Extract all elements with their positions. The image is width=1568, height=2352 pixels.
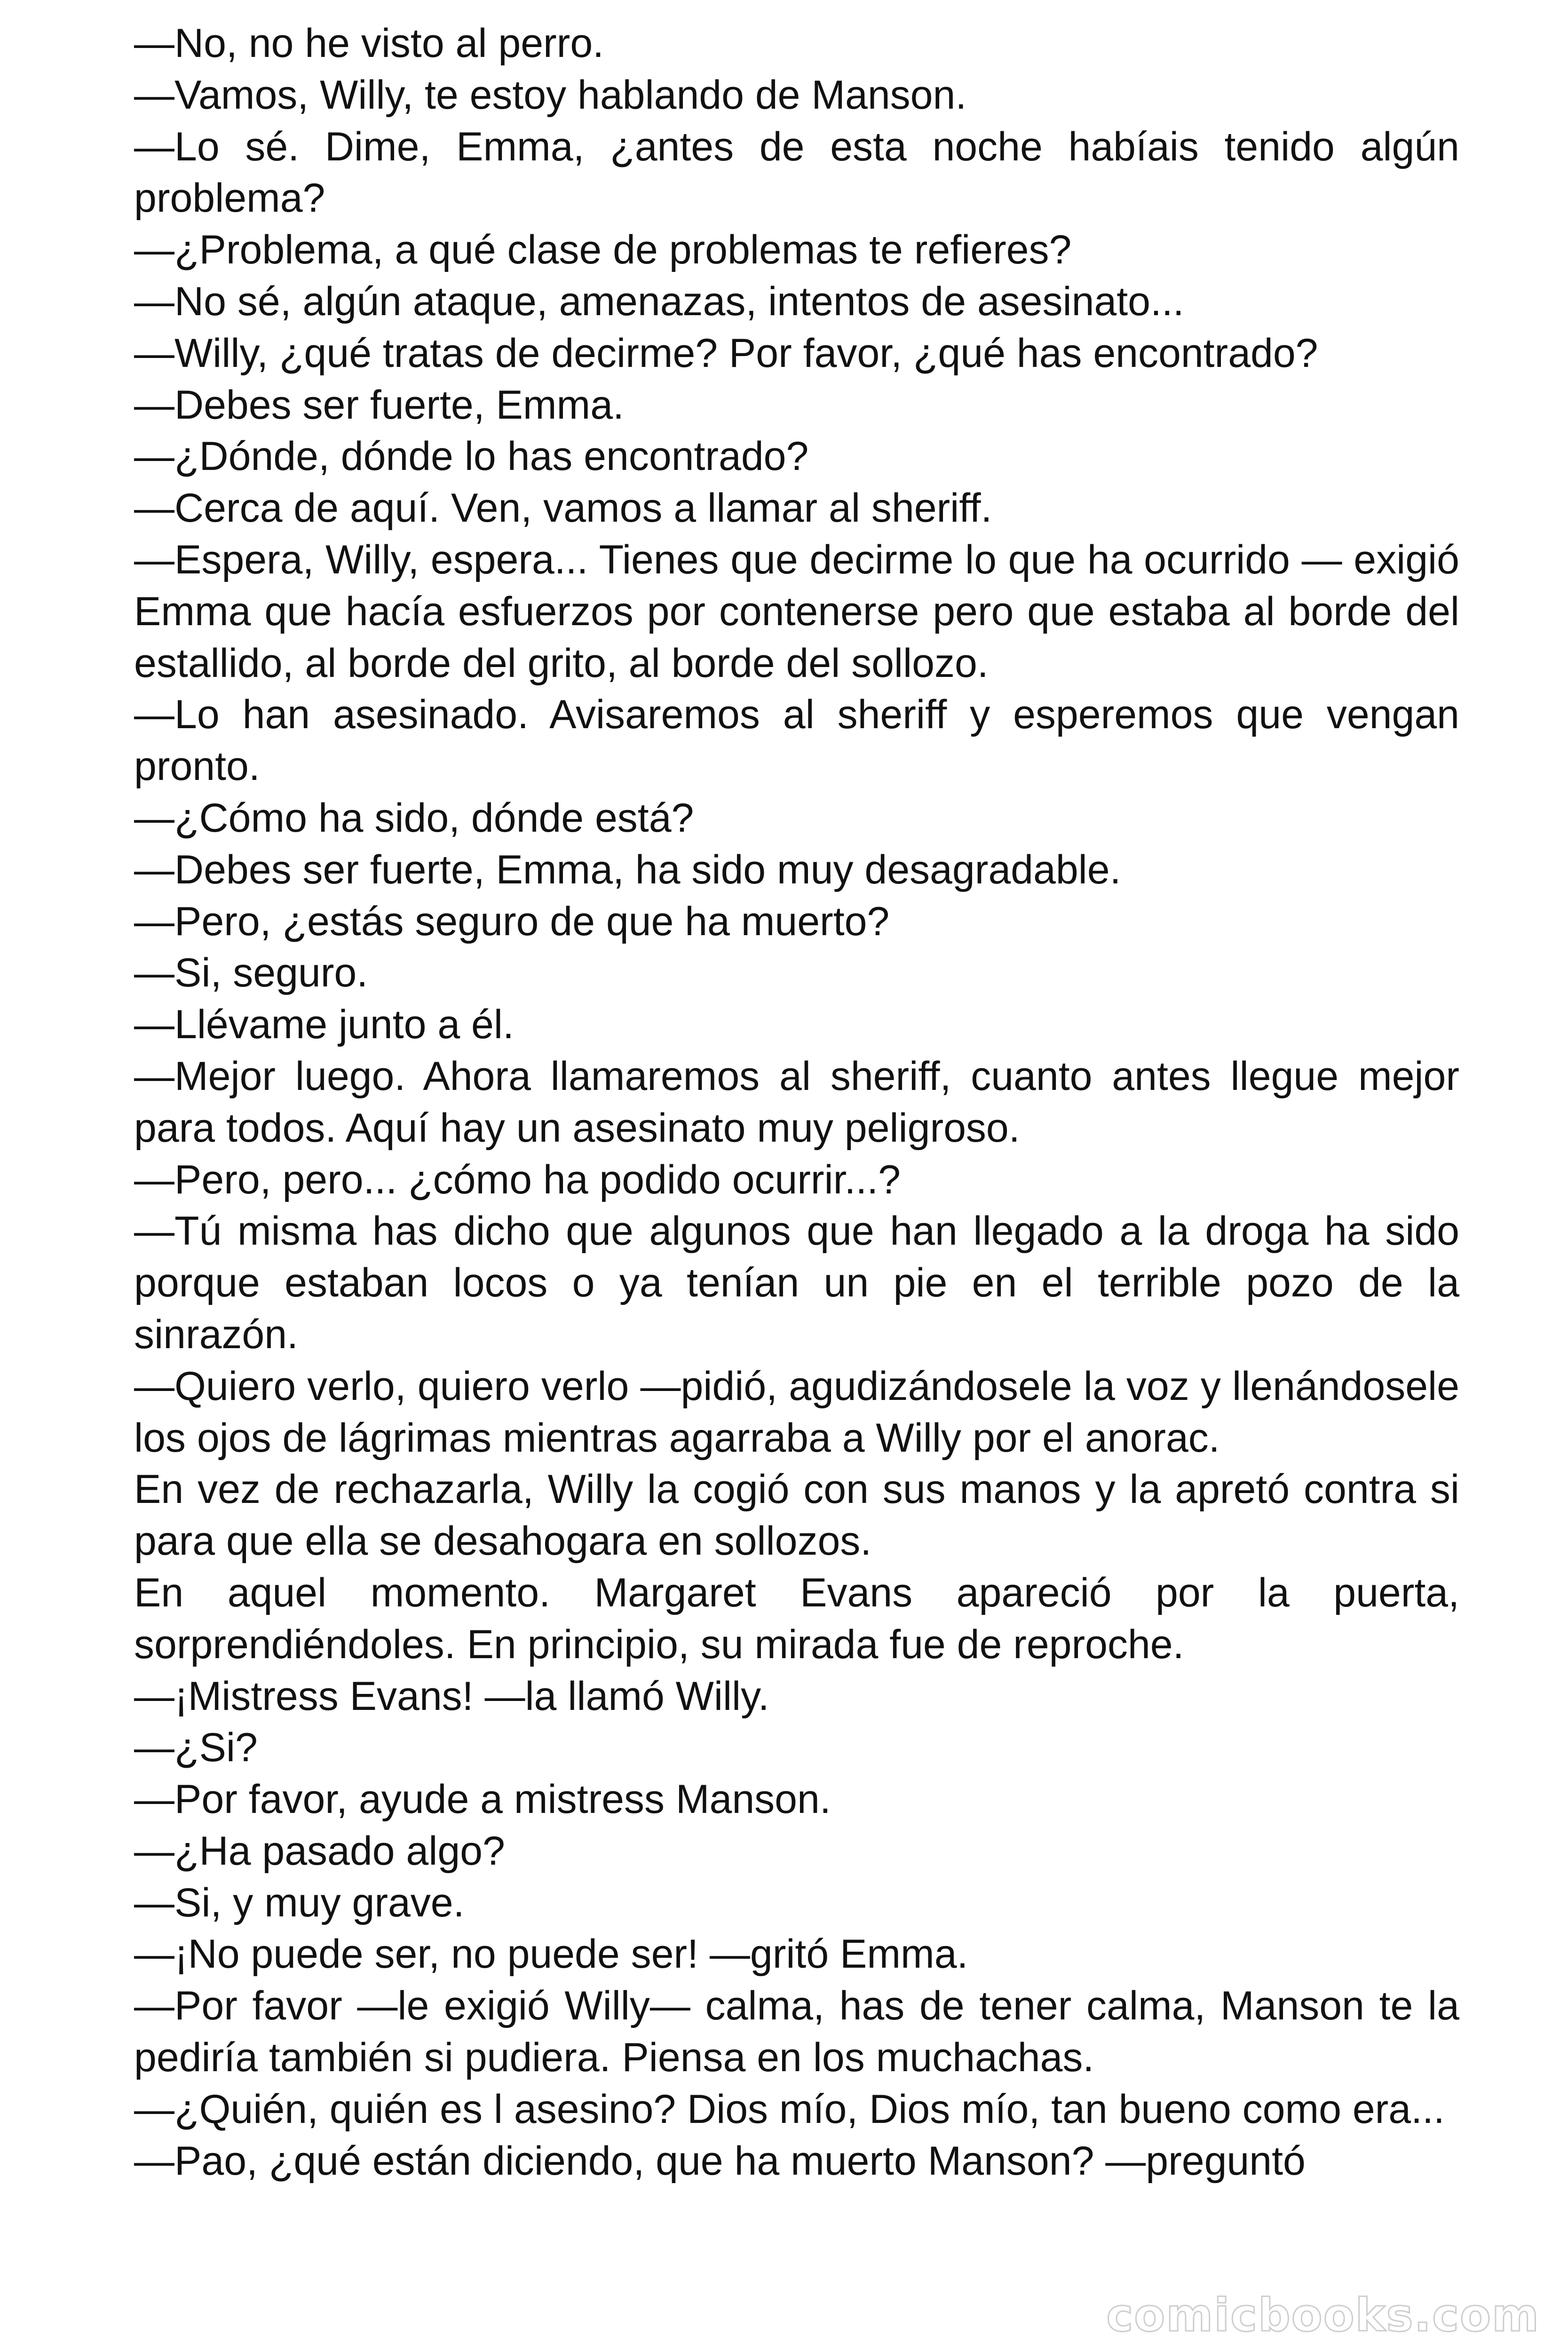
paragraph: —Lo sé. Dime, Emma, ¿antes de esta noche habíais tenido algún problema? [134, 124, 1459, 221]
paragraph: —Quiero verlo, quiero verlo —pidió, agudizándosele la voz y llenándosele los ojos de lágrimas mientras agarraba a Willy por el anorac. [134, 1363, 1459, 1461]
paragraph: —¡Mistress Evans! —la llamó Willy. [134, 1673, 769, 1719]
paragraph: —Cerca de aquí. Ven, vamos a llamar al sheriff. [134, 485, 992, 531]
paragraph: —Tú misma has dicho que algunos que han llegado a la droga ha sido porque estaban locos o ya tenían un pie en el terrible pozo de la sinrazón. [134, 1208, 1459, 1357]
paragraph: —Mejor luego. Ahora llamaremos al sheriff, cuanto antes llegue mejor para todos. Aquí hay un asesinato muy peligroso. [134, 1053, 1459, 1151]
paragraph: —¿Si? [134, 1725, 258, 1771]
paragraph: —Pero, ¿estás seguro de que ha muerto? [134, 898, 890, 944]
paragraph: —Llévame junto a él. [134, 1002, 514, 1048]
paragraph: —¿Problema, a qué clase de problemas te refieres? [134, 227, 1072, 273]
paragraph: —¿Quién, quién es l asesino? Dios mío, Dios mío, tan bueno como era... [134, 2086, 1445, 2132]
paragraph: —¿Ha pasado algo? [134, 1828, 505, 1874]
paragraph: —Debes ser fuerte, Emma. [134, 382, 624, 428]
watermark: comicbooks.com [1106, 2289, 1540, 2342]
paragraph: —Vamos, Willy, te estoy hablando de Manson. [134, 72, 967, 118]
page-text [134, 18, 1459, 2187]
paragraph: —Si, seguro. [134, 950, 368, 996]
paragraph: En vez de rechazarla, Willy la cogió con sus manos y la apretó contra si para que ella se desahogara en sollozos. [134, 1467, 1459, 1564]
paragraph: —Si, y muy grave. [134, 1880, 465, 1925]
paragraph: —Espera, Willy, espera... Tienes que decirme lo que ha ocurrido — exigió Emma que hacía esfuerzos por contenerse pero que estaba al borde del estallido, al borde del grito, al borde del sollozo. [134, 537, 1459, 686]
paragraph: —No sé, algún ataque, amenazas, intentos de asesinato... [134, 278, 1184, 324]
paragraph: —Pero, pero... ¿cómo ha podido ocurrir...? [134, 1157, 901, 1202]
paragraph: —Por favor —le exigió Willy— calma, has de tener calma, Manson te la pediría también si pudiera. Piensa en los muchachas. [134, 1983, 1459, 2081]
paragraph: —Pao, ¿qué están diciendo, que ha muerto Manson? —preguntó [134, 2138, 1306, 2184]
paragraph: —No, no he visto al perro. [134, 21, 604, 66]
paragraph: En aquel momento. Margaret Evans apareció por la puerta, sorprendiéndoles. En principio, su mirada fue de reproche. [134, 1570, 1459, 1667]
paragraph: —Por favor, ayude a mistress Manson. [134, 1777, 831, 1822]
paragraph: —¿Cómo ha sido, dónde está? [134, 795, 694, 841]
paragraph: —Debes ser fuerte, Emma, ha sido muy desagradable. [134, 847, 1121, 892]
paragraph: —Willy, ¿qué tratas de decirme? Por favor, ¿qué has encontrado? [134, 330, 1318, 376]
paragraph: —¡No puede ser, no puede ser! —gritó Emma. [134, 1931, 968, 1977]
paragraph: —¿Dónde, dónde lo has encontrado? [134, 434, 809, 479]
paragraph: —Lo han asesinado. Avisaremos al sheriff y esperemos que vengan pronto. [134, 692, 1459, 789]
